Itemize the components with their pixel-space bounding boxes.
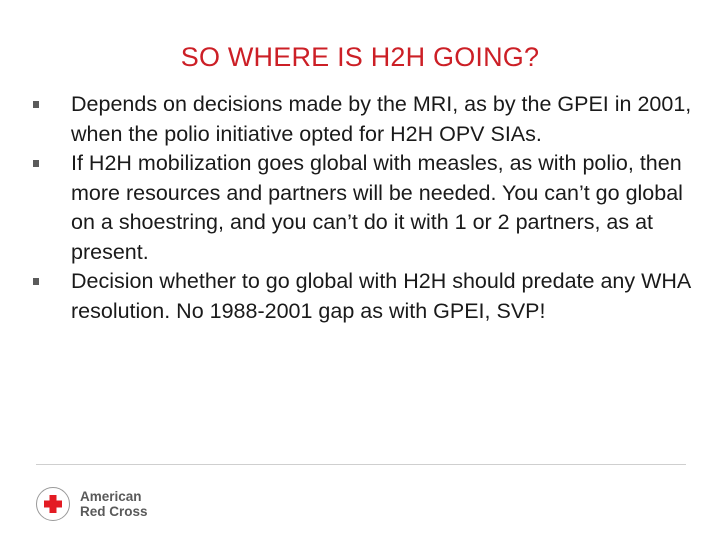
bullet-text: Depends on decisions made by the MRI, as by the GPEI in 2001, when the polio initiative opted for H2H OPV SIAs. <box>71 92 692 146</box>
slide-title: SO WHERE IS H2H GOING? <box>180 42 540 72</box>
square-bullet-icon <box>33 101 39 108</box>
footer-divider <box>36 464 686 465</box>
red-cross-icon <box>36 487 70 521</box>
bullet-item <box>32 267 692 326</box>
logo-line-american: American <box>80 489 142 504</box>
logo-line-red-cross: Red Cross <box>80 504 148 519</box>
square-bullet-icon <box>33 278 39 285</box>
bullet-list <box>32 90 692 326</box>
logo-wordmark <box>80 489 148 519</box>
bullet-text: If H2H mobilization goes global with measles, as with polio, then more resources and partners will be needed. You can’t go global on a shoestring, and you can’t do it with 1 or 2 partners, as at present. <box>71 151 683 264</box>
square-bullet-icon <box>33 160 39 167</box>
bullet-text: Decision whether to go global with H2H should predate any WHA resolution. No 1988-2001 gap as with GPEI, SVP! <box>71 269 691 323</box>
bullet-item <box>32 149 692 267</box>
american-red-cross-logo <box>36 487 148 521</box>
bullet-item <box>32 90 692 149</box>
